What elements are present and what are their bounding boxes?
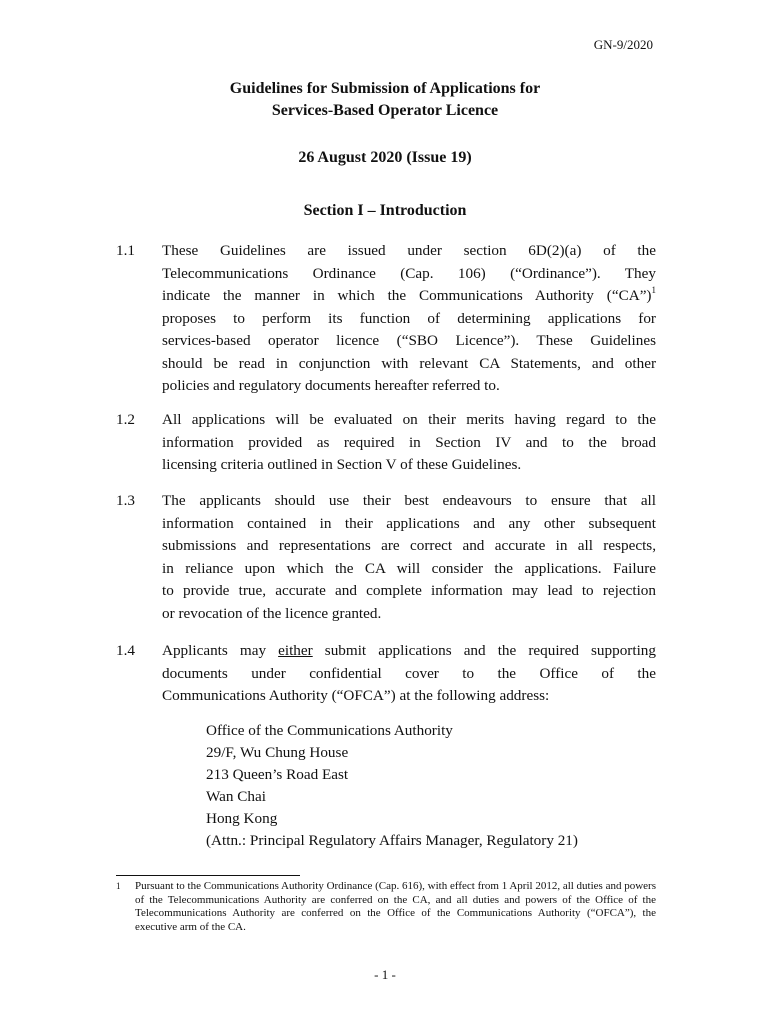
address-line: Hong Kong [206,810,278,827]
page-number: - 1 - [374,967,396,982]
paragraph-line: proposes to perform its function of determining applications for [162,309,656,327]
paragraph-line: or revocation of the licence granted. [162,604,382,622]
paragraph-line: The applicants should use their best endeavours to ensure that all [162,492,656,509]
title-line-2: Services-Based Operator Licence [271,102,499,119]
paragraph-1-2 [116,409,656,477]
paragraph-line: Communications Authority (“OFCA”) at the following address: [162,687,550,704]
paragraph-line: policies and regulatory documents hereafter referred to. [162,377,500,394]
paragraph-number: 1.1 [116,242,135,259]
footnote-divider [116,875,300,876]
paragraph-number: 1.2 [116,411,135,428]
mailing-address [206,720,578,852]
emphasis-either: either [278,642,313,659]
paragraph-line: Telecommunications Ordinance (Cap. 106) (“Ordinance”). They [162,264,656,282]
issue-date: 26 August 2020 (Issue 19) [298,149,472,166]
address-line: (Attn.: Principal Regulatory Affairs Manager, Regulatory 21) [206,832,578,849]
paragraph-line: should be read in conjunction with relevant CA Statements, and other [162,354,656,372]
paragraph-line: information provided as required in Section IV and to the broad [162,433,656,451]
footnote-text: Pursuant to the Communications Authority Ordinance (Cap. 616), with effect from 1 April 2012, all duties and powers of the Telecommunications Authority are conferred on the CA, and all duties and powers of the Office of the Telecommunications Authority are conferred on the Office of the Communications Authority (“OFCA”), the executive arm of the CA. [135,880,656,933]
title-line-1: Guidelines for Submission of Applications for [229,80,541,97]
document-reference: GN-9/2020 [593,37,653,52]
footnote-number: 1 [116,881,121,891]
paragraph-line: information contained in their applications and any other subsequent [162,514,656,532]
paragraph-line-text: Applicants may [162,642,279,659]
paragraph-number: 1.4 [116,642,135,659]
paragraph-1-1 [116,240,656,398]
paragraph-number: 1.3 [116,492,135,509]
address-line: 213 Queen’s Road East [206,766,349,783]
paragraph-1-4 [116,640,656,708]
paragraph-line: documents under confidential cover to the Office of the [162,664,656,682]
paragraph-line: submissions and representations are correct and accurate in all respects, [162,537,656,554]
paragraph-line: These Guidelines are issued under section 6D(2)(a) of the [162,242,656,259]
footnote-reference[interactable]: 1 [651,285,656,295]
paragraph-line: in reliance upon which the CA will consider the applications. Failure [162,559,656,577]
section-heading: Section I – Introduction [303,202,467,219]
paragraph-line-text: submit applications and the required supporting [312,642,656,659]
paragraph-line [162,285,656,308]
paragraph-line [162,640,656,663]
address-line: Office of the Communications Authority [206,722,453,739]
address-line: 29/F, Wu Chung House [206,744,349,761]
paragraph-line: services-based operator licence (“SBO Licence”). These Guidelines [162,332,656,349]
paragraph-1-3 [116,490,656,625]
address-line: Wan Chai [206,788,266,805]
paragraph-line: to provide true, accurate and complete information may lead to rejection [162,582,656,599]
paragraph-line: All applications will be evaluated on their merits having regard to the [162,411,656,428]
paragraph-line: licensing criteria outlined in Section V of these Guidelines. [162,456,522,473]
footnote [116,880,656,934]
paragraph-line-text: indicate the manner in which the Communications Authority (“CA”) [162,287,652,304]
